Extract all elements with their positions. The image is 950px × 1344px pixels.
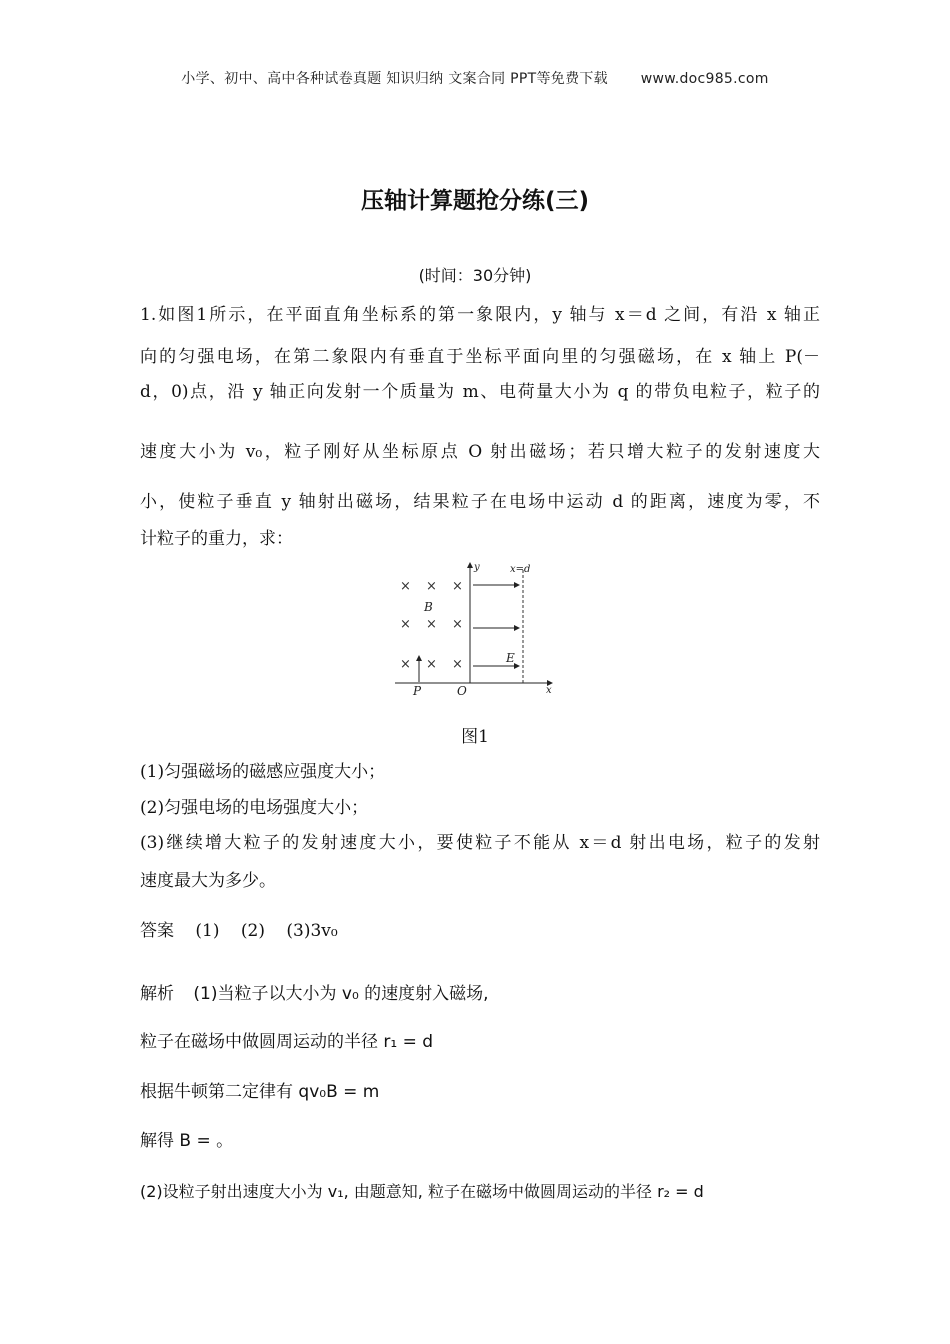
answer-part-2: (2) — [240, 921, 265, 941]
analysis-line-3: 根据牛顿第二定律有 qv₀B = m — [140, 1082, 380, 1102]
label-P: P — [413, 684, 422, 698]
analysis-line-2: 粒子在磁场中做圆周运动的半径 r₁ = d — [140, 1032, 434, 1052]
problem-line-3: d，0)点，沿 y 轴正向发射一个质量为 m、电荷量大小为 q 的带负电粒子，粒子的 — [140, 382, 820, 402]
question-3-cont: 速度最大为多少。 — [140, 871, 276, 891]
problem-line-2: 向的匀强电场，在第二象限内有垂直于坐标平面向里的匀强磁场，在 x 轴上 P(－ — [140, 347, 820, 367]
cross-mark: × — [452, 617, 463, 632]
header-text: 小学、初中、高中各种试卷真题 知识归纳 文案合同 PPT等免费下载 — [181, 71, 608, 87]
problem-line-4: 速度大小为 v₀，粒子刚好从坐标原点 O 射出磁场；若只增大粒子的发射速度大 — [140, 442, 820, 462]
question-3: (3)继续增大粒子的发射速度大小，要使粒子不能从 x＝d 射出电场，粒子的发射 — [140, 833, 820, 853]
header-site[interactable]: www.doc985.com — [640, 71, 769, 87]
cross-mark: × — [400, 617, 411, 632]
label-B: B — [424, 600, 433, 614]
problem-line-1: 1.如图1所示，在平面直角坐标系的第一象限内，y 轴与 x＝d 之间，有沿 x 轴正 — [140, 305, 820, 325]
answer-part-1: (1) — [195, 921, 220, 941]
problem-line-6: 计粒子的重力，求： — [140, 529, 293, 549]
cross-mark: × — [400, 657, 411, 672]
answer-part-3: (3)3v₀ — [286, 921, 338, 941]
cross-mark: × — [426, 617, 437, 632]
answer-line — [140, 919, 820, 943]
cross-mark: × — [426, 657, 437, 672]
cross-mark: × — [452, 657, 463, 672]
cross-mark: × — [452, 579, 463, 594]
label-O: O — [457, 684, 467, 698]
analysis-line-5: (2)设粒子射出速度大小为 v₁, 由题意知, 粒子在磁场中做圆周运动的半径 r₂ = d — [140, 1182, 704, 1201]
page-header — [0, 68, 950, 88]
question-2: (2)匀强电场的电场强度大小； — [140, 798, 369, 818]
page-title: 压轴计算题抢分练(三) — [360, 188, 590, 214]
analysis-line-4: 解得 B = 。 — [140, 1131, 234, 1151]
analysis-line-1 — [140, 982, 820, 1006]
label-E: E — [506, 651, 515, 665]
analysis-label: 解析 — [140, 984, 174, 1004]
problem-line-5: 小，使粒子垂直 y 轴射出磁场，结果粒子在电场中运动 d 的距离，速度为零，不 — [140, 492, 820, 512]
cross-mark: × — [400, 579, 411, 594]
cross-mark: × — [426, 579, 437, 594]
analysis-text-1: (1)当粒子以大小为 v₀ 的速度射入磁场, — [193, 984, 489, 1004]
figure-caption: 图1 — [461, 727, 489, 747]
time-note: (时间：30分钟) — [418, 266, 532, 285]
label-y: y — [474, 562, 480, 573]
label-x: x — [546, 685, 552, 696]
question-1: (1)匀强磁场的磁感应强度大小； — [140, 762, 386, 782]
figure-1-diagram — [390, 558, 565, 700]
answer-label: 答案 — [140, 921, 174, 941]
magnetic-field-crosses — [400, 579, 463, 672]
label-x-equals-d: x=d — [510, 564, 531, 575]
